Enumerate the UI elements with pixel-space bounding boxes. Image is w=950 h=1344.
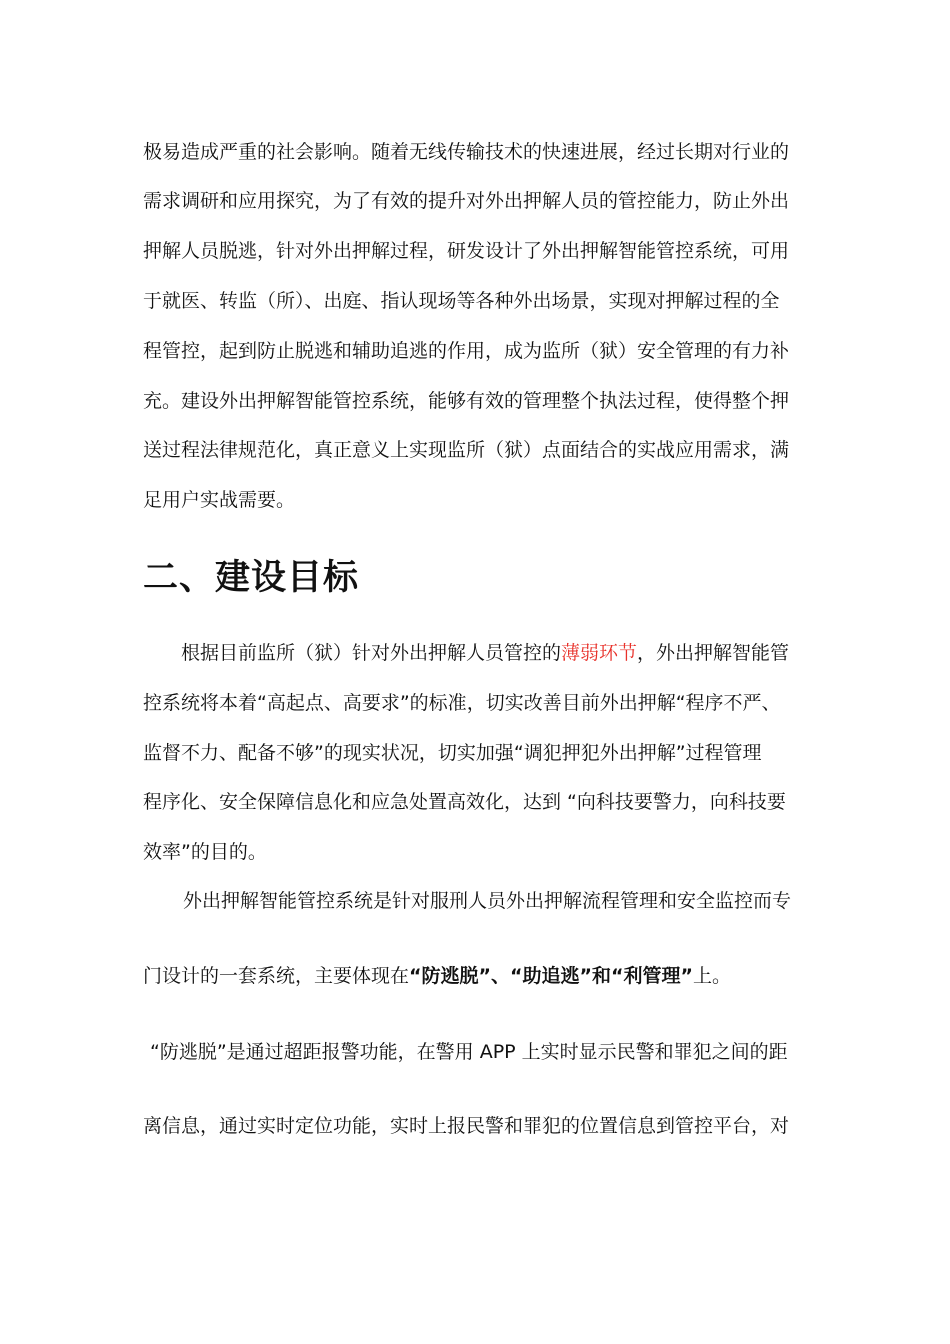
section-heading: 二、建设目标 — [143, 558, 360, 598]
para3-line: 离信息，通过实时定位功能，实时上报民警和罪犯的位置信息到管控平台，对 — [143, 1115, 790, 1137]
para1-line: 充。建设外出押解智能管控系统，能够有效的管理整个执法过程，使得整个押 — [143, 390, 790, 412]
para3-line — [143, 963, 813, 989]
para1-line: 送过程法律规范化，真正意义上实现监所（狱）点面结合的实战应用需求，满 — [143, 439, 790, 461]
para2-text: ，外出押解智能管 — [637, 642, 790, 664]
para1-line: 需求调研和应用探究，为了有效的提升对外出押解人员的管控能力，防止外出 — [143, 190, 790, 212]
para2-line: 效率”的目的。 — [143, 841, 267, 863]
para1-line: 押解人员脱逃，针对外出押解过程，研发设计了外出押解智能管控系统，可用 — [143, 240, 790, 262]
para1-line: 足用户实战需要。 — [143, 489, 296, 511]
para2-line — [181, 640, 813, 666]
para3-text: 上。 — [692, 965, 731, 987]
para1-line: 程管控，起到防止脱逃和辅助追逃的作用，成为监所（狱）安全管理的有力补 — [143, 340, 790, 362]
para3-line: 外出押解智能管控系统是针对服刑人员外出押解流程管理和安全监控而专 — [183, 890, 792, 912]
para3-line: “防逃脱”是通过超距报警功能，在警用 APP 上实时显示民警和罪犯之间的距 — [150, 1041, 788, 1063]
para3-text: 门设计的一套系统，主要体现在 — [143, 965, 410, 987]
bold-text: “防逃脱”、“助追逃”和“利管理” — [409, 965, 693, 987]
para2-text: 根据目前监所（狱）针对外出押解人员管控的 — [181, 642, 562, 664]
para2-line: 监督不力、配备不够”的现实状况，切实加强“调犯押犯外出押解”过程管理 — [143, 742, 762, 764]
para1-line: 于就医、转监（所）、出庭、指认现场等各种外出场景，实现对押解过程的全 — [143, 290, 780, 312]
para2-line: 控系统将本着“高起点、高要求”的标准，切实改善目前外出押解“程序不严、 — [143, 692, 781, 714]
para1-line: 极易造成严重的社会影响。随着无线传输技术的快速进展，经过长期对行业的 — [143, 141, 790, 163]
highlight-text: 薄弱环节 — [561, 642, 638, 664]
para2-line: 程序化、安全保障信息化和应急处置高效化，达到 “向科技要警力，向科技要 — [143, 791, 786, 813]
